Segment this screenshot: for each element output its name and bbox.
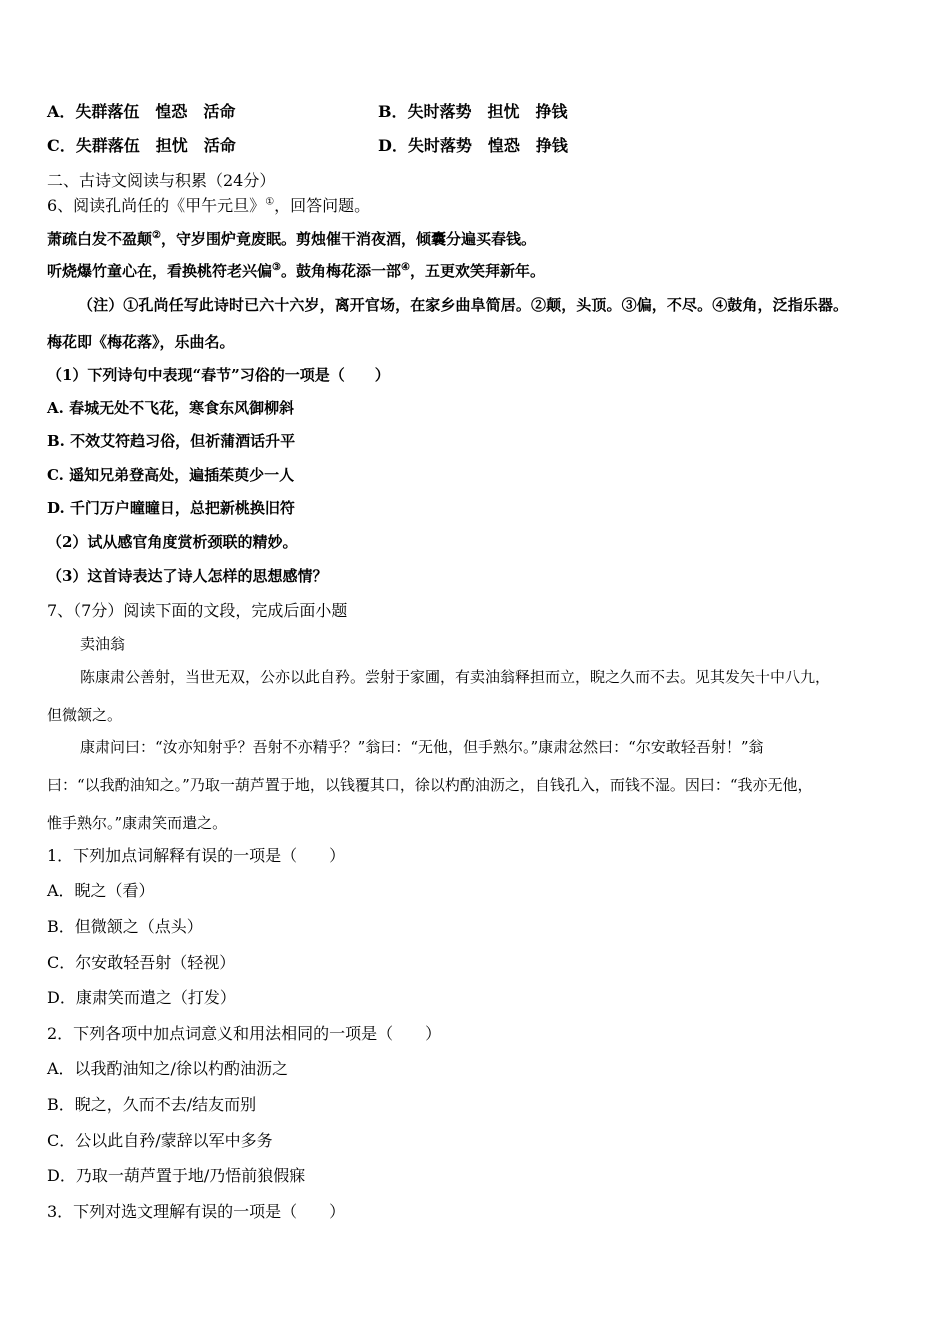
passage-p2-line1: 康肃问曰：“汝亦知射乎？吾射不亦精乎？”翁曰：“无他，但手熟尔。”康肃忿然曰：“尔安敢轻吾射！”翁: [80, 738, 764, 756]
passage-p2-line3: 惟手熟尔。”康肃笑而遣之。: [47, 814, 228, 832]
poem-line-1-b: ，守岁围炉竟废眠。剪烛催干消夜酒，倾囊分遍买春钱。: [160, 230, 536, 248]
footnote-mark: ③: [272, 262, 281, 273]
q7-sub2: 2．下列各项中加点词意义和用法相同的一项是（ ）: [47, 1024, 442, 1043]
passage-p1-line1: 陈康肃公善射，当世无双，公亦以此自矜。尝射于家圃，有卖油翁释担而立，睨之久而不去。见其发矢十中八九，: [80, 668, 831, 686]
q7-sub2-option-b: B．睨之，久而不去/结友而别: [47, 1095, 257, 1114]
q6-sub1-option-c: C. 遥知兄弟登高处，遍插茱萸少一人: [47, 466, 295, 484]
q6-intro-text: 6、阅读孔尚任的《甲午元旦》: [47, 196, 266, 215]
passage-p2-line2: 曰：“以我酌油知之。”乃取一葫芦置于地，以钱覆其口，徐以杓酌油沥之，自钱孔入，而钱不湿。因曰：“我亦无他，: [47, 776, 813, 794]
poem-line-1: [47, 230, 536, 248]
q7-sub2-option-c: C．公以此自矜/蒙辞以军中多务: [47, 1131, 273, 1150]
q7-sub2-option-d: D．乃取一葫芦置于地/乃悟前狼假寐: [47, 1166, 306, 1185]
q7-sub1-option-a: A．睨之（看）: [47, 881, 155, 900]
poem-line-2-c: ，五更欢笑拜新年。: [409, 262, 545, 280]
passage-p1-line2: 但微颔之。: [47, 706, 123, 724]
q6-sub1-option-a: A. 春城无处不飞花，寒食东风御柳斜: [47, 399, 295, 417]
poem-line-2-b: 。鼓角梅花添一部: [280, 262, 401, 280]
q7-sub2-option-a: A．以我酌油知之/徐以杓酌油沥之: [47, 1059, 288, 1078]
poem-line-1-a: 萧疏白发不盈颠: [47, 230, 153, 248]
option-d: D．失时落势 惶恐 挣钱: [378, 136, 568, 155]
q7-sub3: 3．下列对选文理解有误的一项是（ ）: [47, 1202, 346, 1221]
q7-sub1-option-c: C．尔安敢轻吾射（轻视）: [47, 953, 236, 972]
q6-sub2: （2）试从感官角度赏析颈联的精妙。: [47, 533, 298, 551]
q6-sub1: （1）下列诗句中表现“春节”习俗的一项是（ ）: [47, 366, 390, 384]
option-c: C．失群落伍 担忧 活命: [47, 136, 236, 155]
poem-line-2: [47, 262, 545, 280]
option-a: A．失群落伍 惶恐 活命: [47, 102, 236, 121]
footnote-mark: ④: [401, 262, 410, 273]
q7-intro: 7、（7分）阅读下面的文段，完成后面小题: [47, 601, 348, 620]
q6-sub3: （3）这首诗表达了诗人怎样的思想感情？: [47, 567, 328, 585]
q7-sub1-option-b: B．但微颔之（点头）: [47, 917, 203, 936]
note-line-1: （注）①孔尚任写此诗时已六十六岁，离开官场，在家乡曲阜简居。②颠，头顶。③偏，不尽。④鼓角，泛指乐器。: [78, 296, 849, 314]
poem-line-2-a: 听烧爆竹童心在，看换桃符老兴偏: [47, 262, 273, 280]
passage-title: 卖油翁: [80, 635, 126, 653]
q7-sub1-option-d: D．康肃笑而遣之（打发）: [47, 988, 236, 1007]
q6-intro: [47, 196, 370, 215]
footnote-mark: ②: [152, 230, 161, 241]
section-heading: 二、古诗文阅读与积累（24分）: [47, 171, 276, 190]
footnote-mark: ①: [265, 196, 275, 208]
q6-sub1-option-b: B. 不效艾符趋习俗，但祈蒲酒话升平: [47, 432, 296, 450]
q6-intro-tail: ，回答问题。: [274, 196, 371, 215]
option-b: B．失时落势 担忧 挣钱: [378, 102, 568, 121]
q7-sub1: 1．下列加点词解释有误的一项是（ ）: [47, 846, 346, 865]
q6-sub1-option-d: D. 千门万户曈曈日，总把新桃换旧符: [47, 499, 295, 517]
note-line-2: 梅花即《梅花落》，乐曲名。: [47, 333, 235, 351]
